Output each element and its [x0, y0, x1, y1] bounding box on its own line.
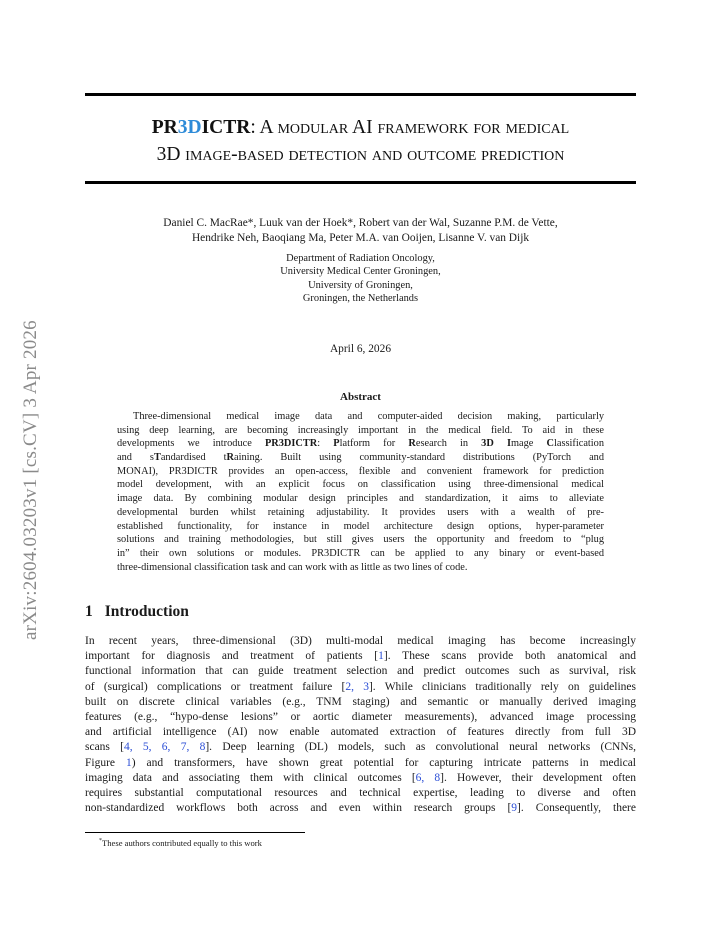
footnote-rule: [85, 832, 305, 833]
abstract-line: developments we introduce PR3DICTR: Platform for Research in 3D Image Classification: [117, 438, 604, 450]
intro-line: functional information that can guide treatment selection and predict outcomes such as survival, risk: [85, 665, 636, 678]
author-list: Daniel C. MacRae*, Luuk van der Hoek*, Robert van der Wal, Suzanne P.M. de Vette, Hendrike Neh, Baoqiang Ma, Peter M.A. van Ooijen, Lisanne V. van Dijk: [163, 217, 558, 244]
intro-line: built on discrete clinical variables (e.g., TNM staging) and semantic or manually derived imaging: [85, 695, 636, 708]
abstract-body: [117, 410, 604, 574]
title-rule-top: [85, 93, 636, 96]
intro-line: scans [4, 5, 6, 7, 8]. Deep learning (DL) models, such as convolutional neural networks (CNNs,: [85, 741, 637, 754]
abstract-line: Three-dimensional medical image data and computer-aided decision making, particularly: [133, 411, 604, 422]
footnote: *These authors contributed equally to this work: [99, 838, 262, 848]
abstract-line: model development, with an explicit focus on classification using three-dimensional medical: [117, 479, 604, 491]
citation-link[interactable]: 9: [511, 802, 518, 815]
intro-line: non-standardized workflows both across and even within research groups [9]. Consequently, there: [85, 802, 636, 815]
citation-link[interactable]: 2, 3: [345, 680, 369, 693]
abstract-line: developmental burden whilst retaining adjustability. It provides users with a wealth of pre-: [117, 506, 604, 518]
intro-line: In recent years, three-dimensional (3D) multi-modal medical imaging has become increasingly: [85, 635, 636, 647]
paper-date: April 6, 2026: [329, 343, 392, 355]
abstract-line: in” their own solutions or modules. PR3DICTR can be applied to any binary or event-based: [117, 547, 604, 559]
intro-line: requires substantial computational resources and technical expertise, leading to diverse and often: [85, 786, 636, 799]
citation-link[interactable]: 1: [378, 650, 384, 663]
abstract-line: established functionality, for instance in model architecture design options, hyper-parameter: [117, 520, 604, 532]
abstract-line: three-dimensional classification task and can work with as little as two lines of code.: [117, 561, 468, 573]
figure-link[interactable]: 1: [126, 756, 132, 769]
arxiv-identifier: arXiv:2604.03203v1 [cs.CV] 3 Apr 2026: [20, 320, 41, 640]
citation-link[interactable]: 4, 5, 6, 7, 8: [124, 741, 206, 754]
intro-line: Figure 1) and transformers, have shown great potential for capturing intricate patterns in medical: [85, 756, 636, 769]
abstract-line: MONAI), PR3DICTR provides an open-access, flexible and convenient framework for prediction: [117, 465, 604, 477]
intro-line: features (e.g., “hypo-dense lesions” or aortic diameter measurements), advanced image processing: [85, 710, 636, 723]
title-rule-bottom: [85, 181, 636, 184]
intro-line: imaging data and associating them with clinical outcomes [6, 8]. However, their development often: [85, 771, 637, 784]
abstract-line: and sTandardised tRaining. Built using community-standard distributions (PyTorch and: [117, 452, 604, 464]
abstract-heading: Abstract: [340, 391, 381, 403]
intro-line: and artificial intelligence (AI) now enable automated extraction of features directly from full 3D: [85, 726, 636, 739]
affiliation: Department of Radiation Oncology, University Medical Center Groningen, University of Groningen, Groningen, the Netherlands: [280, 253, 441, 305]
abstract-line: solutions and training methodologies, but still gives users the opportunity and freedom to “plug: [117, 534, 604, 546]
intro-line: of (surgical) complications or treatment failure [2, 3]. While clinicians traditionally rely on guidelines: [85, 680, 636, 693]
title-accent-3d: 3D: [177, 117, 202, 138]
introduction-body: [85, 634, 636, 816]
section-heading-introduction: 1 Introduction: [85, 603, 189, 620]
citation-link[interactable]: 6, 8: [415, 771, 441, 784]
intro-line: important for diagnosis and treatment of patients [1]. These scans provide both anatomical and: [85, 650, 636, 663]
abstract-line: image data. By combining modular design principles and standardization, it aims to alleviate: [117, 493, 604, 505]
paper-title: PR3DICTR: A modular AI framework for medical 3D image-based detection and outcome prediction: [151, 117, 570, 165]
abstract-line: using deep learning, are becoming increasingly important in the medical field. To aid in these: [117, 424, 604, 436]
